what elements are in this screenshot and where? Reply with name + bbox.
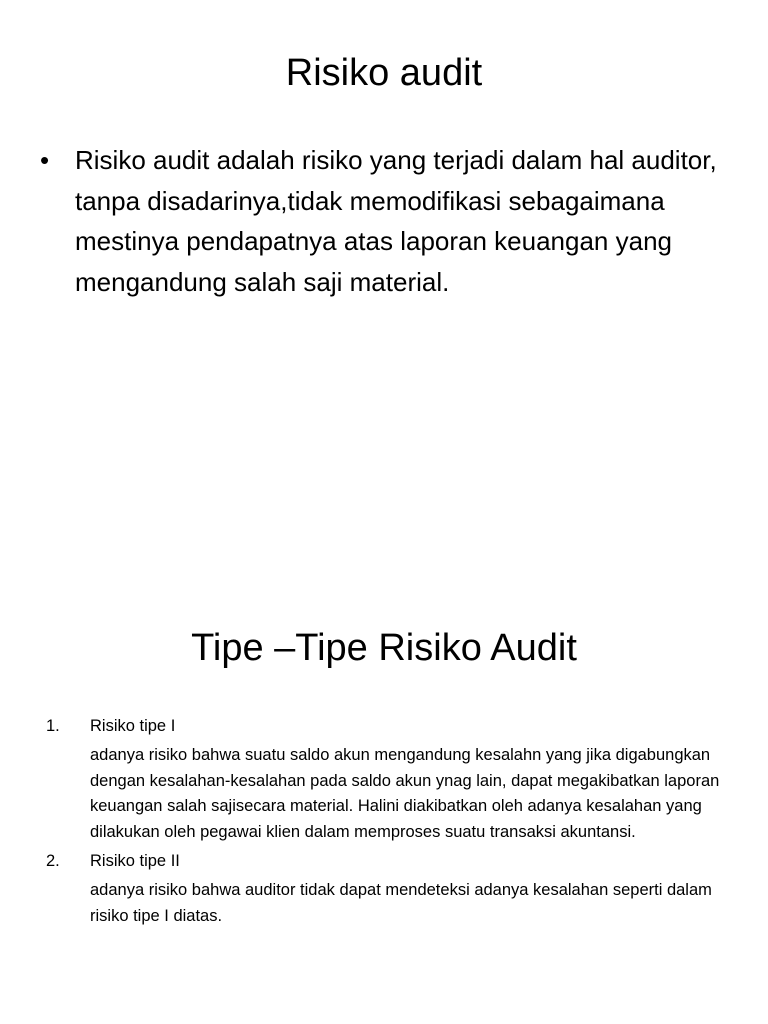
slide-tipe-risiko-audit	[0, 580, 768, 1024]
bullet-text: Risiko audit adalah risiko yang terjadi dalam hal auditor, tanpa disadarinya,tidak memodifikasi sebagaimana mestinya pendapatnya atas laporan keuangan yang mengandung salah saji material.	[75, 145, 717, 297]
slide-title: Tipe –Tipe Risiko Audit	[191, 627, 577, 669]
list-item-description: adanya risiko bahwa suatu saldo akun mengandung kesalahn yang jika digabungkan dengan kesalahan-kesalahan pada saldo akun ynag lain, dapat megakibatkan laporan keuangan salah sajisecara material. Halini diakibatkan oleh adanya kesalahan yang dilakukan oleh pegawai klien dalam memproses suatu transaksi akuntansi.	[90, 746, 720, 841]
bullet-item	[40, 140, 730, 302]
list-item-header	[46, 849, 726, 874]
list-item-risiko-tipe-1	[46, 714, 726, 845]
slide-title: Risiko audit	[285, 52, 483, 94]
list-item-description: adanya risiko bahwa auditor tidak dapat mendeteksi adanya kesalahan seperti dalam risiko tipe I diatas.	[90, 881, 712, 925]
bullet-icon: •	[40, 145, 50, 175]
bullet-list	[40, 140, 730, 302]
list-number: 2.	[46, 852, 60, 870]
list-item-header	[46, 714, 726, 739]
list-item-label: Risiko tipe I	[90, 717, 176, 735]
list-item-risiko-tipe-2	[46, 849, 726, 929]
numbered-list	[46, 714, 726, 933]
list-number: 1.	[46, 717, 60, 735]
list-item-label: Risiko tipe II	[90, 852, 180, 870]
